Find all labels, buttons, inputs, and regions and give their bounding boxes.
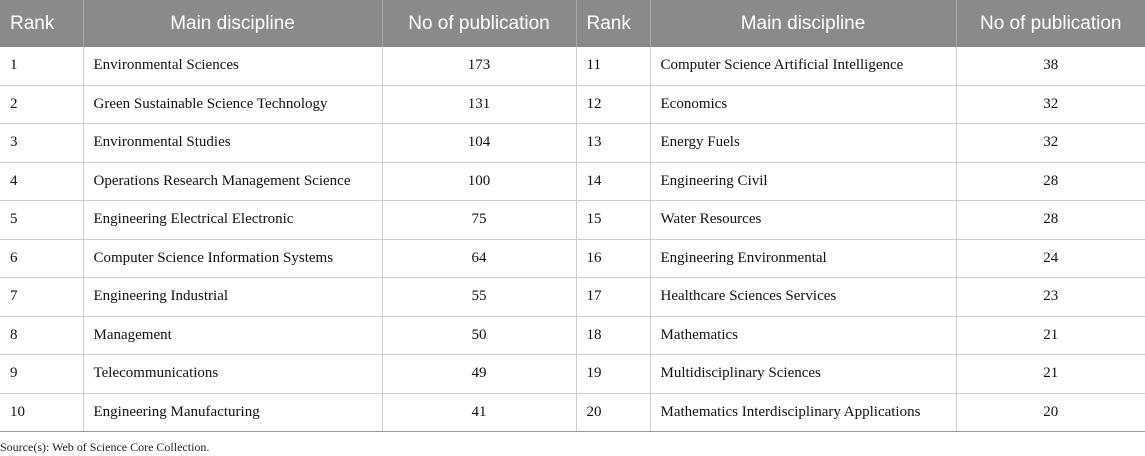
publications-cell: 104 (382, 124, 576, 163)
discipline-cell: Management (83, 316, 382, 355)
source-footnote: Source(s): Web of Science Core Collection. (0, 440, 210, 454)
discipline-cell: Engineering Electrical Electronic (83, 201, 382, 240)
table-row (0, 239, 1145, 278)
table-header (0, 0, 1145, 47)
rank-cell: 7 (0, 278, 83, 317)
publications-cell: 28 (956, 201, 1145, 240)
discipline-cell: Operations Research Management Science (83, 162, 382, 201)
table-row (0, 124, 1145, 163)
discipline-cell: Engineering Manufacturing (83, 393, 382, 432)
publications-cell: 64 (382, 239, 576, 278)
discipline-cell: Engineering Industrial (83, 278, 382, 317)
publications-cell: 75 (382, 201, 576, 240)
publications-cell: 100 (382, 162, 576, 201)
rank-cell: 10 (0, 393, 83, 432)
publications-cell: 32 (956, 124, 1145, 163)
table-row (0, 316, 1145, 355)
discipline-cell: Environmental Studies (83, 124, 382, 163)
rank-cell: 6 (0, 239, 83, 278)
discipline-cell: Environmental Sciences (83, 47, 382, 85)
publications-cell: 32 (956, 85, 1145, 124)
discipline-cell: Economics (650, 85, 956, 124)
rank-cell: 19 (576, 355, 650, 394)
discipline-cell: Computer Science Information Systems (83, 239, 382, 278)
publications-cell: 55 (382, 278, 576, 317)
publications-cell: 50 (382, 316, 576, 355)
publications-cell: 49 (382, 355, 576, 394)
discipline-cell: Mathematics Interdisciplinary Applications (650, 393, 956, 432)
rank-cell: 14 (576, 162, 650, 201)
publications-cell: 173 (382, 47, 576, 85)
publications-cell: 21 (956, 316, 1145, 355)
rank-cell: 16 (576, 239, 650, 278)
discipline-cell: Engineering Environmental (650, 239, 956, 278)
discipline-cell: Multidisciplinary Sciences (650, 355, 956, 394)
header-publications-right: No of publication (956, 0, 1145, 47)
header-discipline-right: Main discipline (650, 0, 956, 47)
rank-cell: 15 (576, 201, 650, 240)
publications-cell: 20 (956, 393, 1145, 432)
rank-cell: 20 (576, 393, 650, 432)
table-row (0, 47, 1145, 85)
table-row (0, 278, 1145, 317)
discipline-cell: Healthcare Sciences Services (650, 278, 956, 317)
header-rank-left: Rank (0, 0, 83, 47)
rank-cell: 5 (0, 201, 83, 240)
header-rank-right: Rank (576, 0, 650, 47)
table-body (0, 47, 1145, 432)
table-row (0, 393, 1145, 432)
publications-cell: 38 (956, 47, 1145, 85)
rank-cell: 11 (576, 47, 650, 85)
rank-cell: 9 (0, 355, 83, 394)
rank-cell: 13 (576, 124, 650, 163)
publications-cell: 23 (956, 278, 1145, 317)
header-publications-left: No of publication (382, 0, 576, 47)
discipline-cell: Computer Science Artificial Intelligence (650, 47, 956, 85)
rank-cell: 2 (0, 85, 83, 124)
discipline-cell: Energy Fuels (650, 124, 956, 163)
rank-cell: 18 (576, 316, 650, 355)
header-discipline-left: Main discipline (83, 0, 382, 47)
rank-cell: 4 (0, 162, 83, 201)
rank-cell: 12 (576, 85, 650, 124)
header-row (0, 0, 1145, 47)
table-row (0, 355, 1145, 394)
rank-cell: 3 (0, 124, 83, 163)
rank-cell: 1 (0, 47, 83, 85)
discipline-cell: Green Sustainable Science Technology (83, 85, 382, 124)
publications-cell: 24 (956, 239, 1145, 278)
discipline-cell: Mathematics (650, 316, 956, 355)
discipline-cell: Water Resources (650, 201, 956, 240)
table-row (0, 85, 1145, 124)
publications-cell: 28 (956, 162, 1145, 201)
discipline-cell: Engineering Civil (650, 162, 956, 201)
discipline-cell: Telecommunications (83, 355, 382, 394)
publications-cell: 21 (956, 355, 1145, 394)
rank-cell: 17 (576, 278, 650, 317)
rank-cell: 8 (0, 316, 83, 355)
table-row (0, 201, 1145, 240)
publications-cell: 131 (382, 85, 576, 124)
table-row (0, 162, 1145, 201)
publications-cell: 41 (382, 393, 576, 432)
